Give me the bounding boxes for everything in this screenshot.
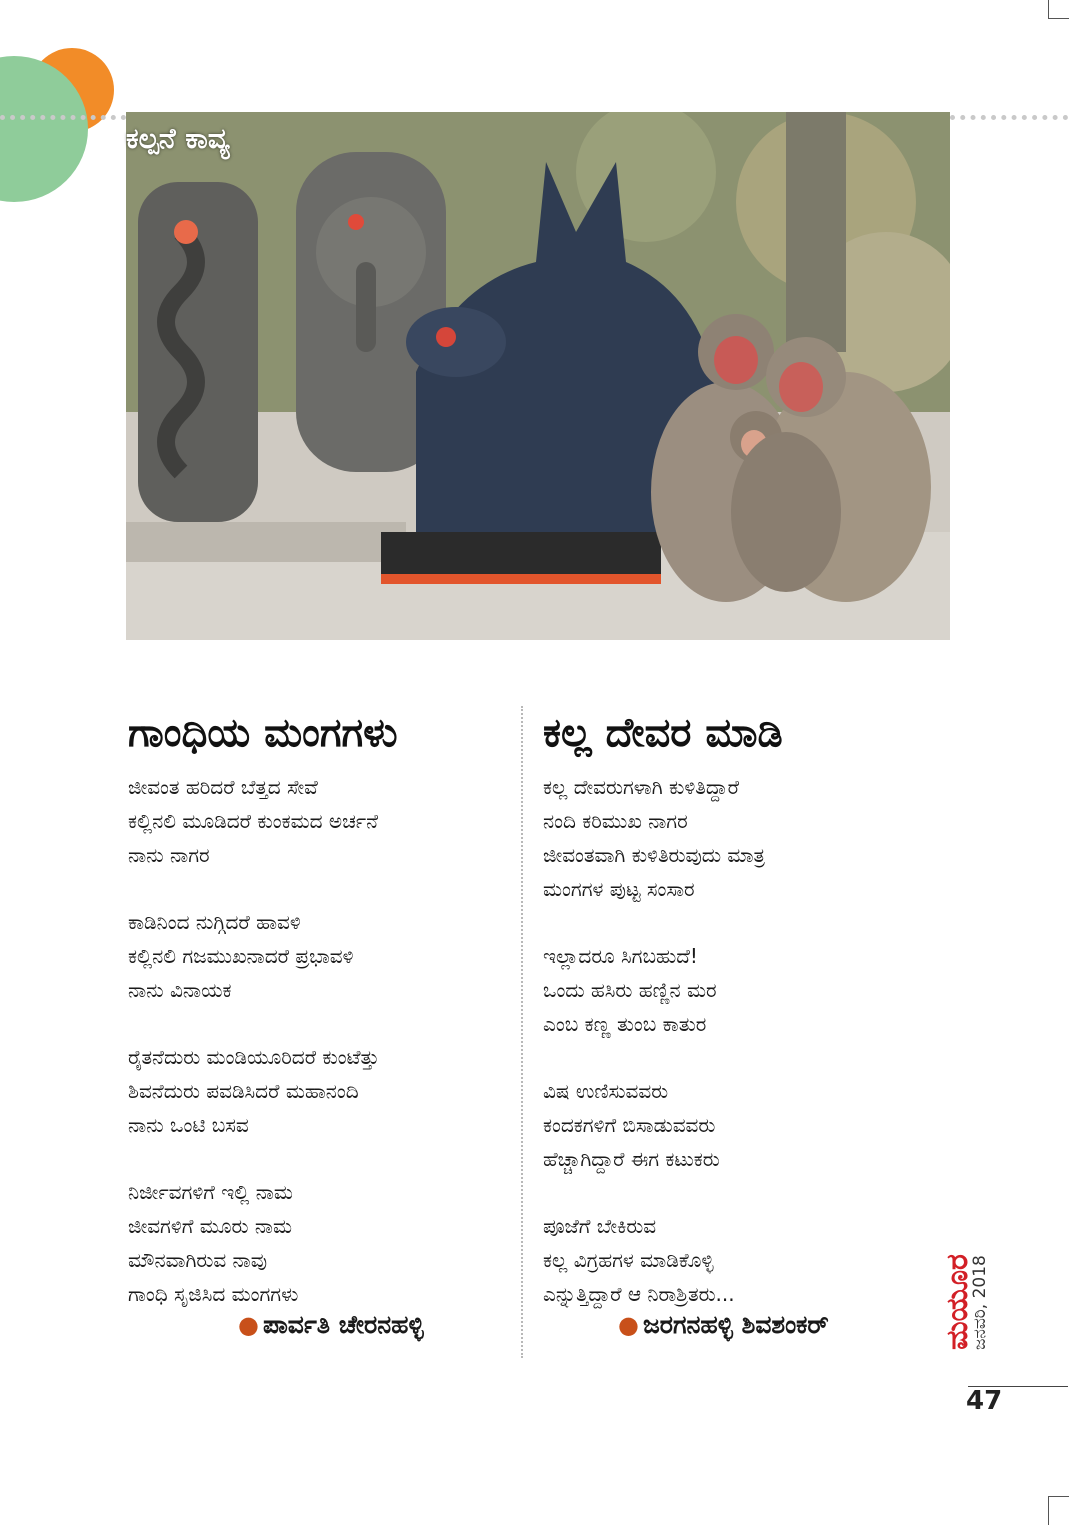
stanza [543,770,903,906]
bullet-dot-icon: ● [618,1311,639,1339]
section-label: ಕಲ್ಪನೆ ಕಾವ್ಯ [126,122,230,155]
stanza [128,1040,520,1142]
poem-line: ಕಲ್ಲಿನಲಿ ಗಜಮುಖನಾದರೆ ಪ್ರಭಾವಳಿ [128,944,354,968]
poem-line: ಶಿವನೆದುರು ಪವಡಿಸಿದರೆ ಮಹಾನಂದಿ [128,1079,359,1103]
poem-line: ಎಂಬ ಕಣ್ಣ ತುಂಬ ಕಾತುರ [543,1012,707,1036]
poem-line: ನಾನು ನಾಗರ [128,843,210,867]
poem-line: ಗಾಂಧಿ ಸೃಜಿಸಿದ ಮಂಗಗಳು [128,1282,299,1306]
poem-line: ರೈತನೆದುರು ಮಂಡಿಯೂರಿದರೆ ಕುಂಟೆತ್ತು [128,1045,380,1069]
magazine-brand-logo: ಮಯೂರ [940,1254,975,1350]
poem-right [543,700,903,1344]
poem-title: ಗಾಂಧಿಯ ಮಂಗಗಳು [128,710,398,756]
poem-line: ಜೀವಗಳಿಗೆ ಮೂರು ನಾಮ [128,1214,293,1238]
dotted-rule-right [950,115,1068,120]
poem-line: ಹೆಚ್ಚಾಗಿದ್ದಾರೆ ಈಗ ಕಟುಕರು [543,1147,720,1171]
author-name: ಜರಗನಹಳ್ಳಿ ಶಿವಶಂಕರ್ [642,1310,829,1339]
poem-line: ಕಾಡಿನಿಂದ ನುಗ್ಗಿದರೆ ಹಾವಳಿ [128,910,301,934]
poem-line: ಮಂಗಗಳ ಪುಟ್ಟ ಸಂಸಾರ [543,877,695,901]
poem-line: ಒಂದು ಹಸಿರು ಹಣ್ಣಿನ ಮರ [543,978,717,1002]
poem-line: ನಾನು ಒಂಟಿ ಬಸವ [128,1113,249,1137]
poem-line: ಜೀವಂತವಾಗಿ ಕುಳಿತಿರುವುದು ಮಾತ್ರ [543,843,765,867]
stanza [543,1209,903,1311]
stanza [128,1175,520,1311]
poem-line: ಎನ್ನುತ್ತಿದ್ದಾರೆ ಆ ನಿರಾಶ್ರಿತರು... [543,1282,735,1306]
stanza [543,1074,903,1176]
bullet-dot-icon: ● [238,1311,259,1339]
page-number: 47 [966,1386,1003,1416]
stone-idols-and-monkeys-photo [126,112,950,640]
author-byline [618,1310,829,1340]
poem-line: ನಾನು ವಿನಾಯಕ [128,978,232,1002]
poem-line: ಕಲ್ಲ ವಿಗ್ರಹಗಳ ಮಾಡಿಕೊಳ್ಳಿ [543,1248,714,1272]
crop-mark-top [1048,0,1069,19]
poem-line: ಕಲ್ಲಿನಲಿ ಮೂಡಿದರೆ ಕುಂಕಮದ ಅರ್ಚನೆ [128,809,379,833]
stanza [128,770,520,872]
poem-left [128,700,520,1344]
poem-line: ನಿರ್ಜೀವಗಳಿಗೆ ಇಲ್ಲಿ ನಾಮ [128,1180,293,1204]
author-name: ಪಾರ್ವತಿ ಚೇರನಹಳ್ಳಿ [262,1310,424,1339]
author-byline [238,1310,424,1340]
crop-mark-bottom [1048,1496,1069,1525]
poem-line: ಇಲ್ಲಾದರೂ ಸಿಗಬಹುದೆ! [543,944,698,968]
poem-title: ಕಲ್ಲ ದೇವರ ಮಾಡಿ [543,710,783,756]
poem-line: ಪೂಜೆಗೆ ಬೇಕಿರುವ [543,1214,657,1238]
stanza [543,939,903,1041]
poem-line: ಕಲ್ಲ ದೇವರುಗಳಾಗಿ ಕುಳಿತಿದ್ದಾರೆ [543,775,740,799]
column-divider [521,706,523,1358]
poem-line: ಮೌನವಾಗಿರುವ ನಾವು [128,1248,268,1272]
poem-line: ಕಂದಕಗಳಿಗೆ ಬಿಸಾಡುವವರು [543,1113,716,1137]
poem-line: ಜೀವಂತ ಹರಿದರೆ ಬೆತ್ತದ ಸೇವೆ [128,775,318,799]
issue-date: ಜನವರಿ, 2018 [970,1255,990,1350]
dotted-rule-left [0,115,126,120]
poem-line: ವಿಷ ಉಣಿಸುವವರು [543,1079,669,1103]
stanza [128,905,520,1007]
poem-line: ನಂದಿ ಕರಿಮುಖ ನಾಗರ [543,809,688,833]
